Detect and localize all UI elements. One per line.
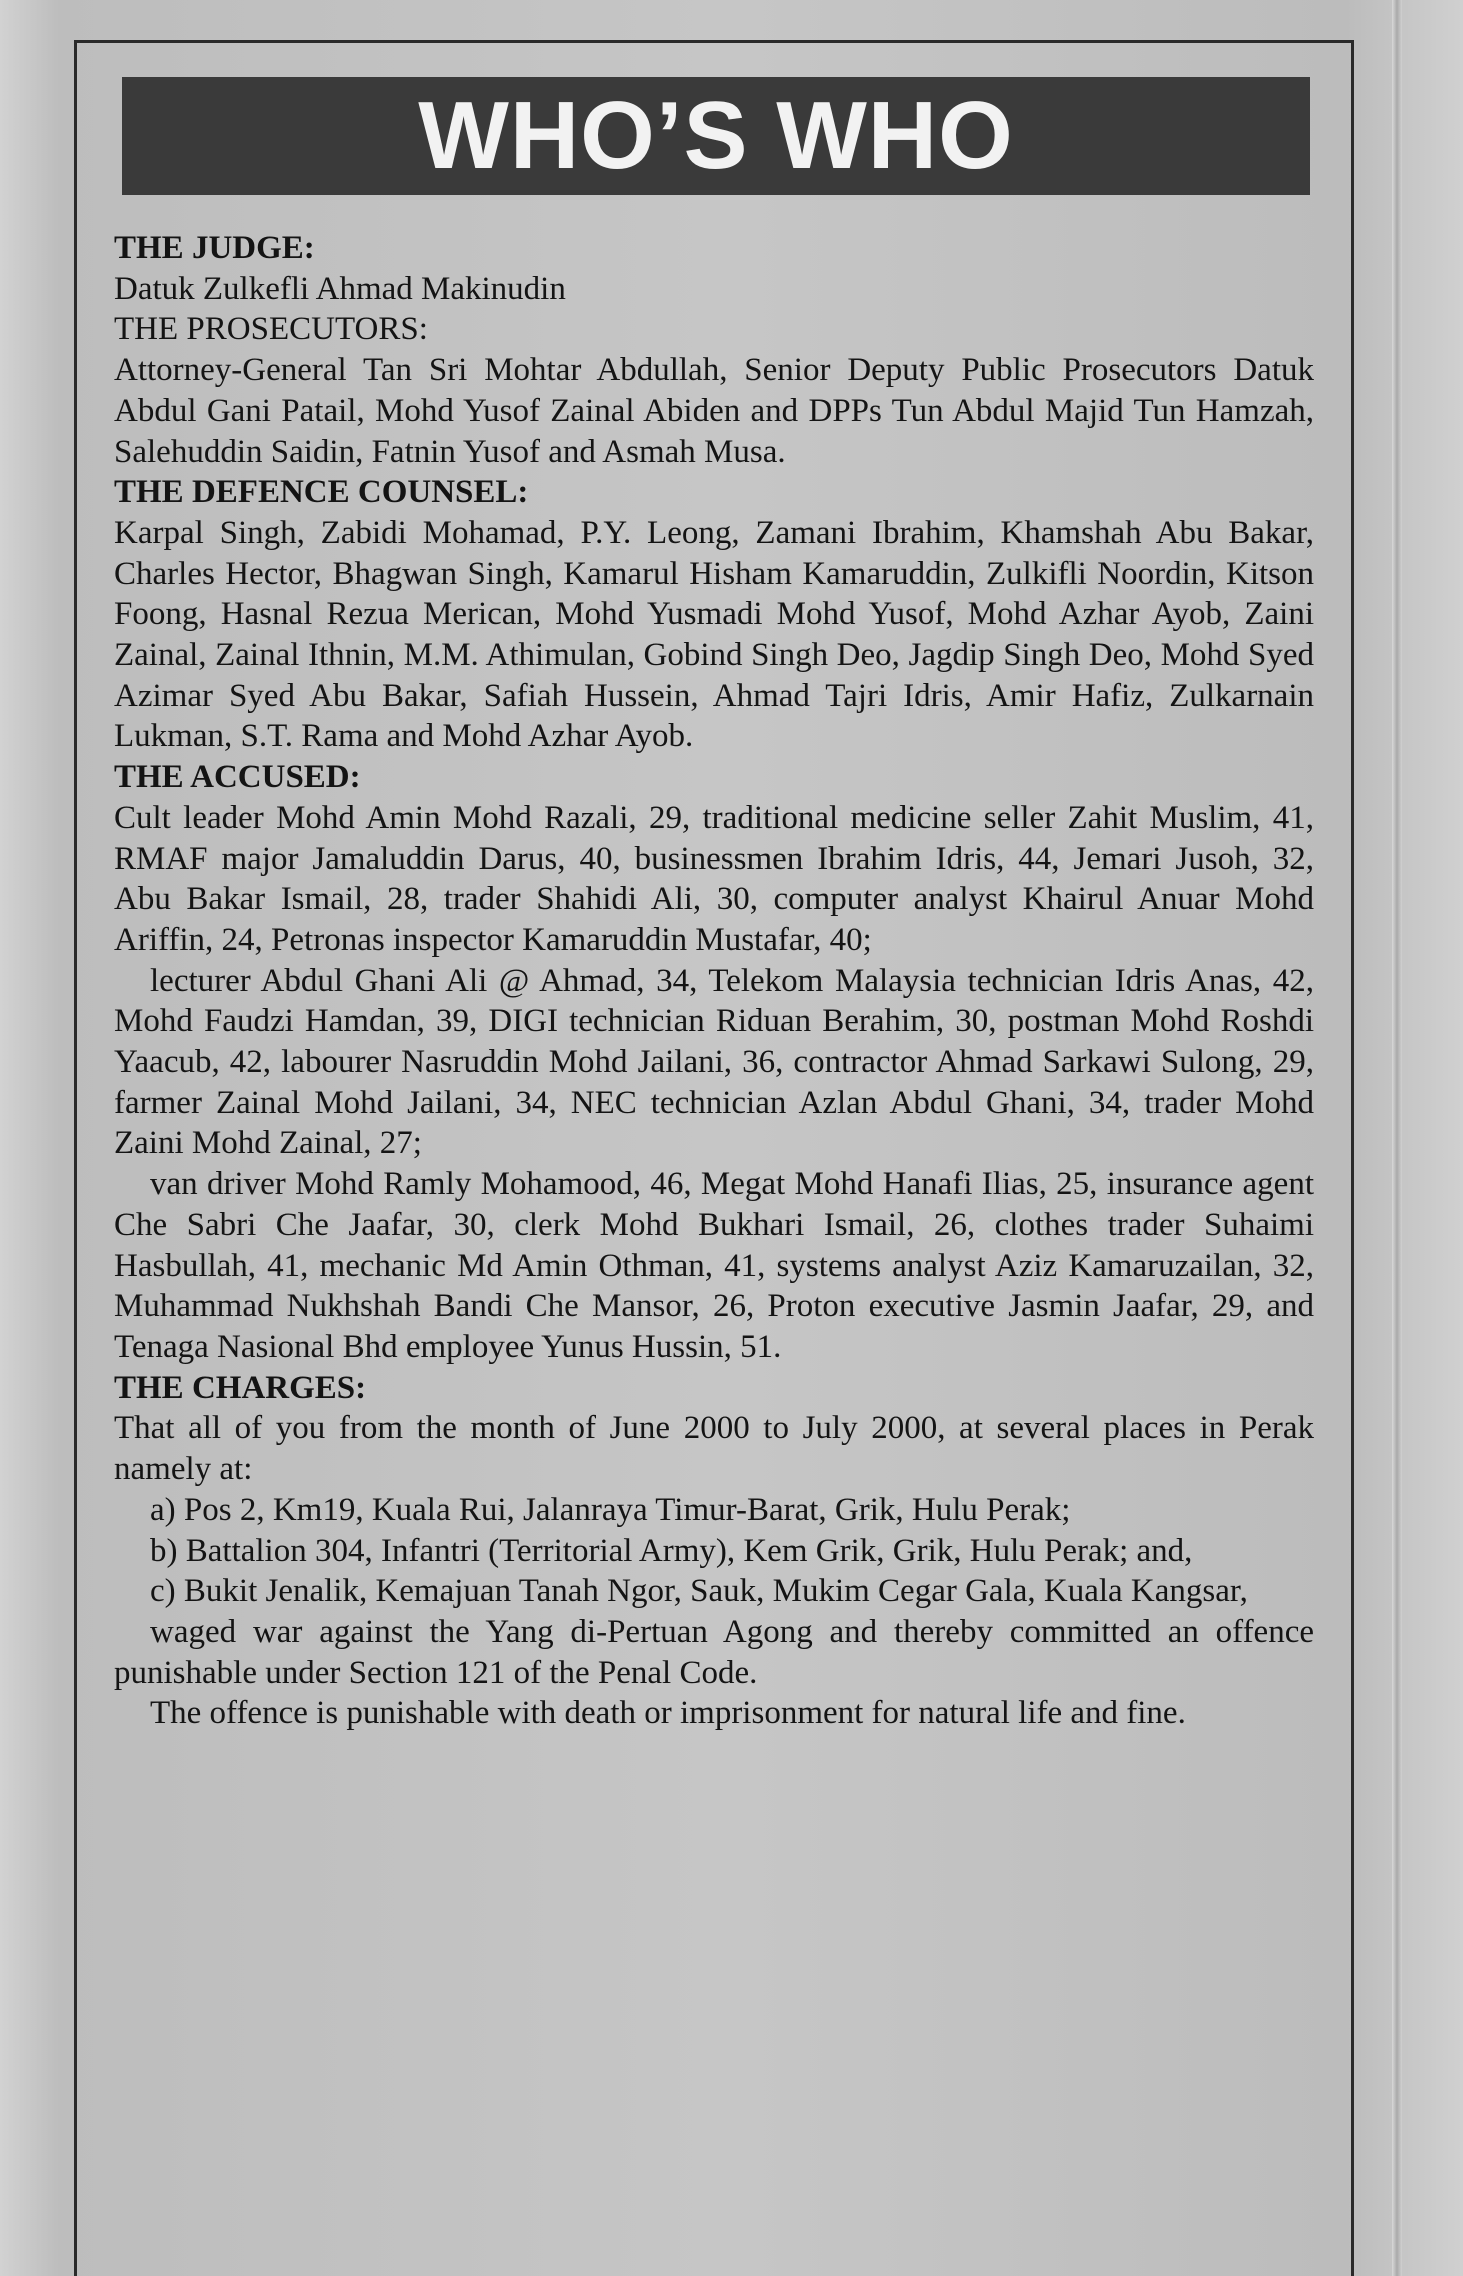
charge-text: waged war against the Yang di-Pertuan Agong and thereby committed an offence punishable under Section 121 of the Penal Code. <box>114 1613 1314 1691</box>
accused-paragraph: lecturer Abdul Ghani Ali @ Ahmad, 34, Telekom Malaysia technician Idris Anas, 42, Mohd Faudzi Hamdan, 39, DIGI technician Riduan Berahim, 30, postman Mohd Roshdi Yaacub, 42, labourer Nasruddin Mohd Jailani, 36, contractor Ahmad Sarkawi Sulong, 29, farmer Zainal Mohd Jailani, 34, NEC technician Azlan Abdul Ghani, 34, trader Mohd Zaini Mohd Zainal, 27; <box>114 962 1314 1162</box>
judge-text: Datuk Zulkefli Ahmad Makinudin <box>114 270 566 307</box>
accused-paragraph: Cult leader Mohd Amin Mohd Razali, 29, traditional medicine seller Zahit Muslim, 41, RMAF major Jamaluddin Darus, 40, businessmen Ibrahim Idris, 44, Jemari Jusoh, 32, Abu Bakar Ismail, 28, trader Shahidi Ali, 30, computer analyst Khairul Anuar Mohd Ariffin, 24, Petronas inspector Kamaruddin Mustafar, 40; <box>114 799 1314 958</box>
charges-intro: That all of you from the month of June 2000 to July 2000, at several places in Perak namely at: <box>114 1410 1314 1488</box>
defence-text: Karpal Singh, Zabidi Mohamad, P.Y. Leong, Zamani Ibrahim, Khamshah Abu Bakar, Charles Hector, Bhagwan Singh, Kamarul Hisham Kamaruddin, Zulkifli Noordin, Kitson Foong, Hasnal Rezua Merican, Mohd Yusmadi Mohd Yusof, Mohd Azhar Ayob, Zaini Zainal, Zainal Ithnin, M.M. Athimulan, Gobind Singh Deo, Jagdip Singh Deo, Mohd Syed Azimar Syed Abu Bakar, Safiah Hussein, Ahmad Tajri Idris, Amir Hafiz, Zulkarnain Lukman, S.T. Rama and Mohd Azhar Ayob. <box>114 514 1314 755</box>
penalty-text: The offence is punishable with death or imprisonment for natural life and fine. <box>150 1695 1186 1732</box>
accused-heading: THE ACCUSED: <box>114 759 361 796</box>
charge-place: a) Pos 2, Km19, Kuala Rui, Jalanraya Timur-Barat, Grik, Hulu Perak; <box>150 1491 1071 1528</box>
prosecutors-heading: THE PROSECUTORS: <box>114 311 428 348</box>
article-title: WHO’S WHO <box>418 82 1014 189</box>
charge-place: c) Bukit Jenalik, Kemajuan Tanah Ngor, Sauk, Mukim Cegar Gala, Kuala Kangsar, <box>150 1573 1248 1610</box>
title-banner <box>122 77 1310 195</box>
paper-fold <box>1392 0 1402 2276</box>
charge-place: b) Battalion 304, Infantri (Territorial Army), Kem Grik, Grik, Hulu Perak; and, <box>150 1532 1193 1569</box>
prosecutors-text: Attorney-General Tan Sri Mohtar Abdullah, Senior Deputy Public Prosecutors Datuk Abdul Gani Patail, Mohd Yusof Zainal Abiden and DPPs Tun Abdul Majid Tun Hamzah, Salehuddin Saidin, Fatnin Yusof and Asmah Musa. <box>114 352 1314 470</box>
accused-paragraph: van driver Mohd Ramly Mohamood, 46, Megat Mohd Hanafi Ilias, 25, insurance agent Che Sabri Che Jaafar, 30, clerk Mohd Bukhari Ismail, 26, clothes trader Suhaimi Hasbullah, 41, mechanic Md Amin Othman, 41, systems analyst Aziz Kamaruzailan, 32, Muhammad Nukhshah Bandi Che Mansor, 26, Proton executive Jasmin Jaafar, 29, and Tenaga Nasional Bhd employee Yunus Hussin, 51. <box>114 1166 1314 1365</box>
charges-heading: THE CHARGES: <box>114 1369 367 1406</box>
article-body <box>114 228 1314 1734</box>
defence-heading: THE DEFENCE COUNSEL: <box>114 474 529 511</box>
judge-heading: THE JUDGE: <box>114 230 315 266</box>
